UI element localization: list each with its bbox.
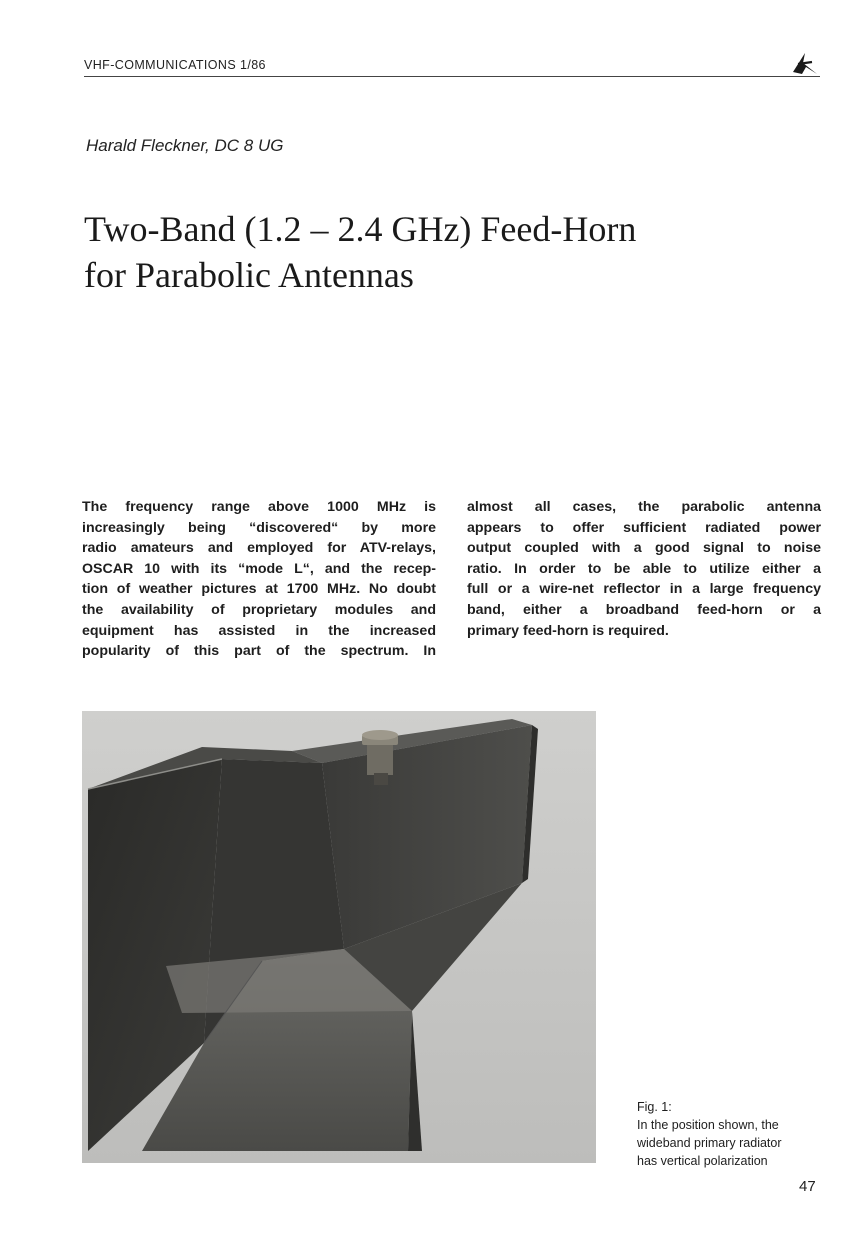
page-number: 47 [799, 1178, 816, 1195]
figure-caption [637, 1098, 837, 1170]
text-line: the availability of proprietary modules and [82, 601, 436, 618]
text-line: increasingly being “discovered“ by more [82, 519, 436, 536]
caption-line: Fig. 1: [637, 1100, 672, 1114]
text-line: output coupled with a good signal to noise [467, 540, 821, 557]
header-rule [84, 76, 820, 77]
text-line: full or a wire-net reflector in a large frequency [467, 581, 821, 598]
journal-logo-icon [790, 50, 820, 76]
text-line: tion of weather pictures at 1700 MHz. No doubt [82, 581, 436, 598]
text-line: radio amateurs and employed for ATV-relays, [82, 540, 436, 557]
text-line: primary feed-horn is required. [467, 622, 669, 639]
author-line: Harald Fleckner, DC 8 UG [86, 136, 284, 155]
text-line: OSCAR 10 with its “mode L“, and the recep- [82, 560, 436, 577]
text-line: almost all cases, the parabolic antenna [467, 499, 821, 515]
text-line: band, either a broadband feed-horn or a [467, 601, 821, 618]
text-line: equipment has assisted in the increased [82, 622, 436, 639]
article-title [84, 206, 804, 298]
text-line: popularity of this part of the spectrum. In [82, 643, 436, 660]
feed-horn-photo [82, 711, 596, 1163]
text-line: ratio. In order to be able to utilize either a [467, 560, 821, 577]
text-line: appears to offer sufficient radiated power [467, 519, 821, 536]
title-line: for Parabolic Antennas [84, 255, 414, 295]
caption-line: has vertical polarization [637, 1154, 768, 1168]
caption-line: wideband primary radiator [637, 1136, 782, 1150]
text-line: The frequency range above 1000 MHz is [82, 499, 436, 515]
body-column-right [467, 497, 821, 641]
body-column-left [82, 497, 436, 662]
running-header: VHF-COMMUNICATIONS 1/86 [84, 58, 266, 72]
title-line: Two-Band (1.2 – 2.4 GHz) Feed-Horn [84, 209, 637, 249]
caption-line: In the position shown, the [637, 1118, 779, 1132]
